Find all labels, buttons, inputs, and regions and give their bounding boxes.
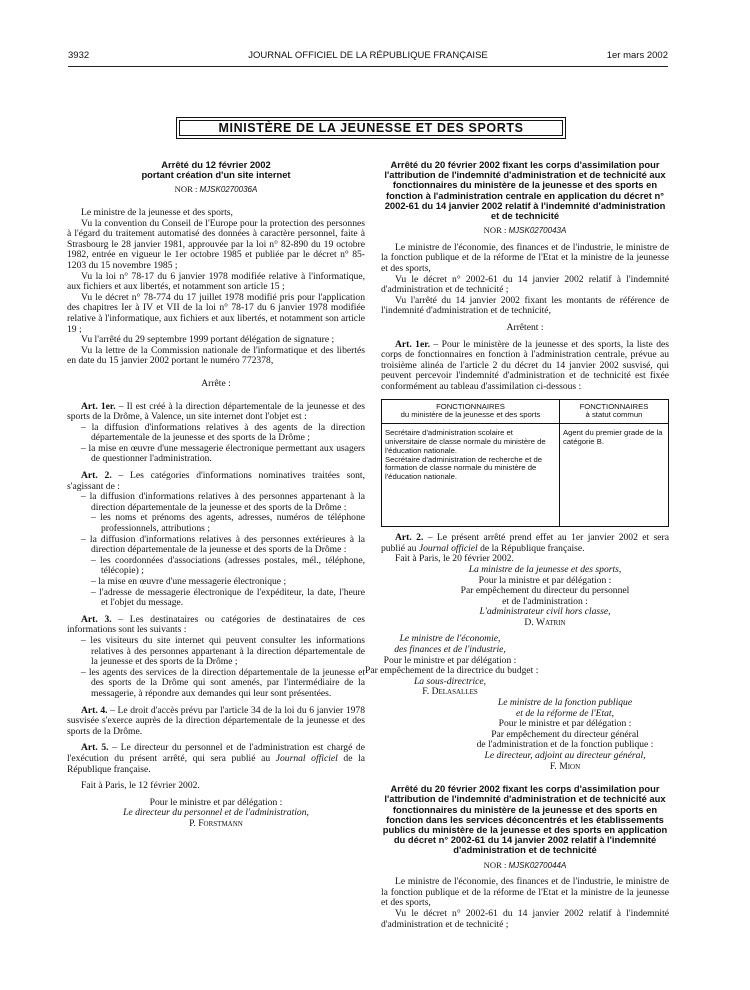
signature-block-2: Le ministre de l'économie, des finances et de l'industrie, Pour le ministre et par délégation : Par empêchement de la directrice du budget : La sous-directrice, F. Delasalles bbox=[365, 633, 539, 698]
right-column bbox=[365, 159, 670, 930]
article-3: Art. 3. – Les destinataires ou catégories de destinataires de ces informations sont les suivants : bbox=[67, 613, 365, 636]
list-item: – la diffusion d'informations relatives à des agents de la direction départementale de la jeunesse et des sports de la Drôme ; bbox=[81, 421, 365, 444]
ministry-title: MINISTÈRE DE LA JEUNESSE ET DES SPORTS bbox=[179, 120, 563, 136]
paragraph: Vu le décret n° 2002-61 du 14 janvier 2002 relatif à l'indemnité d'administration et de technicité ; bbox=[381, 907, 669, 930]
list-item: – les visiteurs du site internet qui peuvent consulter les informations relatives à des personnes appartenant à la direction départementale de la jeunesse et des sports de la Drôme ; bbox=[81, 634, 365, 668]
paragraph: Vu le décret n° 78-774 du 17 juillet 1978 modifié pris pour l'application des chapitres Ier à IV et VII de la loi n° 78-17 du 6 janvier 1978 modifiée relative à l'informatique, aux fichiers et aux libertés, et notamment son article 19 ; bbox=[67, 291, 365, 335]
list-item: – l'adresse de messagerie électronique de l'expéditeur, la date, l'heure et l'objet du message. bbox=[91, 586, 365, 609]
arrete-title-2: Arrêté du 20 février 2002 fixant les corps d'assimilation pour l'attribution de l'indemnité d'administration et de technicité aux fonctionnaires du ministère de la jeunesse et des sports en fonction dans les services déconcentrés et les établissements publics du ministère de la jeunesse et des sports en application du décret n° 2002-61 du 14 janvier 2002 relatif à l'indemnité d'administration et de technicité bbox=[382, 783, 668, 856]
signature-block-1: La ministre de la jeunesse et des sports, Pour la ministre et par délégation : Par empêchement du directeur du personnel et de l'administration : L'administrateur civil hors classe, D. Watrin bbox=[460, 563, 630, 628]
ministry-banner bbox=[176, 117, 566, 139]
page-number: 3932 bbox=[68, 50, 90, 61]
nor-reference: NOR : MJSK0270043A bbox=[483, 225, 567, 236]
article-5: Art. 5. – Le directeur du personnel et de l'administration est chargé de l'exécution du présent arrêté, qui sera publié au Journal officiel de la République française. bbox=[67, 742, 366, 775]
article-2: Art. 2. – Le présent arrêté prend effet au 1er janvier 2002 et sera publié au Journal officiel de la République française. bbox=[381, 532, 670, 554]
list-item: – la mise en œuvre d'une messagerie électronique ; bbox=[91, 576, 287, 587]
nor-reference: NOR : MJSK0270036A bbox=[174, 184, 258, 195]
list-item: – la mise en œuvre d'une messagerie électronique permettant aux usagers de questionner l'administration. bbox=[81, 442, 365, 465]
page-header bbox=[68, 50, 668, 64]
list-item: – les noms et prénoms des agents, adresses, numéros de téléphone professionnels, attributions ; bbox=[91, 512, 365, 535]
assimilation-table bbox=[381, 399, 669, 528]
paragraph: Vu l'arrêté du 14 janvier 2002 fixant les montants de référence de l'indemnité d'administration et de technicité, bbox=[381, 294, 669, 317]
article-2: Art. 2. – Les catégories d'informations nominatives traitées sont, s'agissant de : bbox=[67, 470, 365, 492]
list-item: – les coordonnées d'associations (adresses postales, mél., téléphone, télécopie) ; bbox=[91, 554, 365, 577]
table-cell: Secrétaire d'administration scolaire et universitaire de classe normale du ministère de l'éducation nationale. Secrétaire d'administration de recherche et de formation de classe normale du ministère de l'éducation nationale. bbox=[382, 424, 560, 527]
signature-date: Fait à Paris, le 12 février 2002. bbox=[81, 780, 200, 792]
header-rule bbox=[68, 66, 668, 67]
paragraph: Le ministre de l'économie, des finances et de l'industrie, le ministre de la fonction publique et de la réforme de l'Etat et la ministre de la jeunesse et des sports, bbox=[381, 876, 669, 909]
paragraph: Vu le décret n° 2002-61 du 14 janvier 2002 relatif à l'indemnité d'administration et de technicité ; bbox=[381, 273, 669, 296]
arrete-title: Arrêté du 12 février 2002 portant création d'un site internet bbox=[141, 159, 291, 181]
signature-block-3: Le ministre de la fonction publique et de la réforme de l'Etat, Pour le ministre et par délégation : Par empêchement du directeur général de l'administration et de la fonction publique : Le directeur, adjoint au directeur général, F. Mion bbox=[476, 697, 654, 772]
article-1: Art. 1er. – Il est créé à la direction départementale de la jeunesse et des sports de la Drôme, à Valence, un site internet dont l'objet est : bbox=[67, 400, 365, 423]
paragraph: Vu la loi n° 78-17 du 6 janvier 1978 modifiée relative à l'informatique, aux fichiers et aux libertés, et notamment son article 15 ; bbox=[67, 270, 365, 293]
left-column bbox=[67, 160, 365, 829]
paragraph: Le ministre de la jeunesse et des sports, bbox=[81, 207, 233, 218]
paragraph: Vu la convention du Conseil de l'Europe pour la protection des personnes à l'égard du traitement automatisé des données à caractère personnel, faite à Strasbourg le 28 janvier 1981, approuvée par la loi n° 82-890 du 19 octobre 1982, entrée en vigueur le 1er octobre 1985 et publiée par le décret n° 85-1203 du 15 novembre 1985 ; bbox=[67, 217, 365, 271]
arrete-heading: Arrête : bbox=[201, 377, 231, 389]
table-cell: Agent du premier grade de la catégorie B. bbox=[559, 424, 668, 527]
list-item: – les agents des services de la direction départementale de la jeunesse et des sports de la Drôme qui sont amenés, par l'intermédiaire de la messagerie, à répondre aux demandes qui leur sont présentées. bbox=[81, 666, 365, 699]
signature-date: Fait à Paris, le 20 février 2002. bbox=[395, 553, 514, 565]
nor-reference-2: NOR : MJSK0270044A bbox=[483, 859, 567, 870]
paragraph: Le ministre de l'économie, des finances et de l'industrie, le ministre de la fonction publique et de la réforme de l'Etat et la ministre de la jeunesse et des sports, bbox=[381, 241, 669, 274]
article-4: Art. 4. – Le droit d'accès prévu par l'article 34 de la loi du 6 janvier 1978 susvisée s'exerce auprès de la direction départementale de la jeunesse et des sports de la Drôme. bbox=[67, 704, 366, 737]
article-1: Art. 1er. – Pour le ministère de la jeunesse et des sports, la liste des corps de fonctionnaires en fonction à l'administration centrale, prévue au troisième alinéa de l'article 2 du décret du 14 janvier 2002 susvisé, qui peuvent percevoir l'indemnité d'administration et de technicité est fixée conformément au tableau d'assimilation ci-dessous : bbox=[381, 338, 669, 392]
arretent-heading: Arrêtent : bbox=[506, 321, 544, 333]
list-item: – la diffusion d'informations relatives à des personnes extérieures à la direction départementale de la jeunesse et des sports de la Drôme : bbox=[81, 533, 365, 556]
list-item: – la diffusion d'informations relatives à des personnes appartenant à la direction départementale de la jeunesse et des sports de la Drôme : bbox=[81, 491, 365, 513]
paragraph: Vu l'arrêté du 29 septembre 1999 portant délégation de signature ; bbox=[81, 334, 335, 346]
paragraph: Vu la lettre de la Commission nationale de l'informatique et des libertés en date du 15 janvier 2002 portant le numéro 772378, bbox=[67, 344, 365, 367]
table-header: FONCTIONNAIRES du ministère de la jeunesse et des sports bbox=[382, 399, 560, 424]
journal-title: JOURNAL OFFICIEL DE LA RÉPUBLIQUE FRANÇAISE bbox=[248, 50, 488, 61]
issue-date: 1er mars 2002 bbox=[606, 50, 668, 61]
table-header: FONCTIONNAIRES à statut commun bbox=[559, 399, 668, 424]
signature-block: Pour le ministre et par délégation : Le directeur du personnel et de l'administration, P. Forstmann bbox=[123, 796, 309, 829]
arrete-title: Arrêté du 20 février 2002 fixant les corps d'assimilation pour l'attribution de l'indemnité d'administration et de technicité aux fonctionnaires du ministère de la jeunesse et des sports en fonction à l'administration centrale en application du décret n° 2002-61 du 14 janvier 2002 relatif à l'indemnité d'administration et de technicité bbox=[384, 159, 666, 222]
